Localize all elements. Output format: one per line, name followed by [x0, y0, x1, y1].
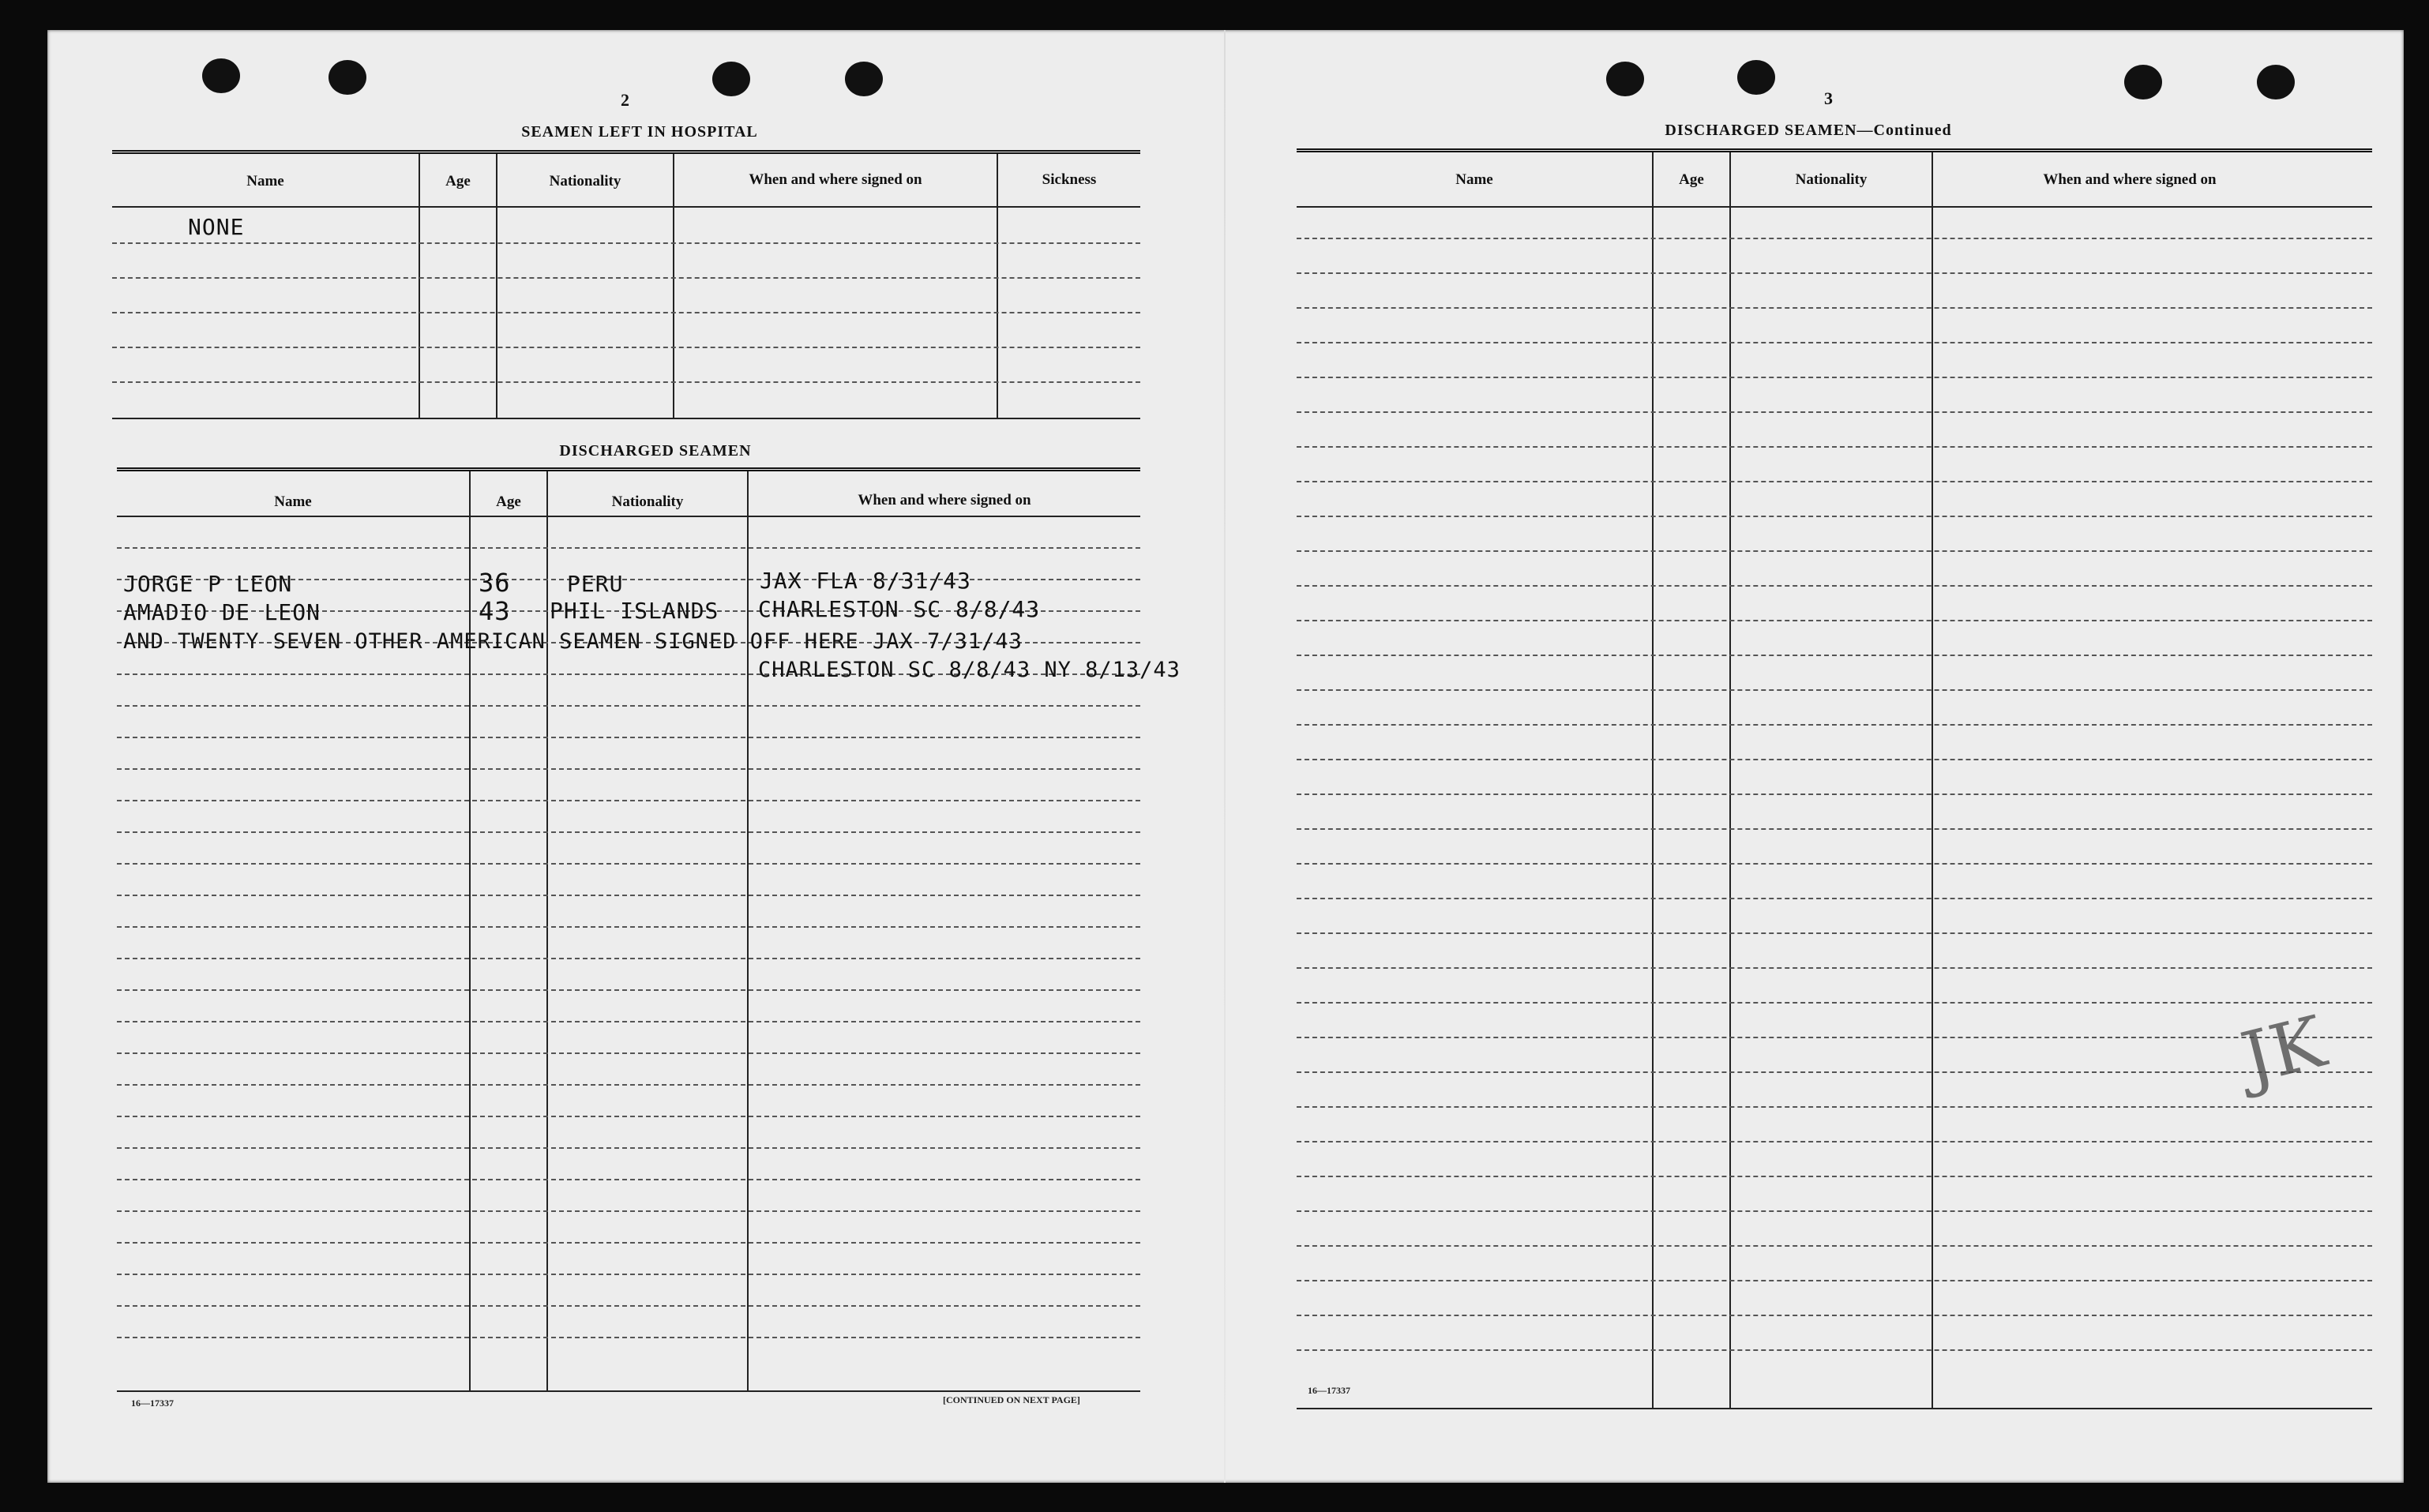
row-line [1297, 585, 2372, 587]
row-line [1297, 932, 2372, 934]
row-line [1297, 1002, 2372, 1004]
seaman-age: 36 [479, 568, 511, 598]
col-head-name: Name [246, 173, 284, 189]
row-line [1297, 307, 2372, 309]
row-line [1297, 1037, 2372, 1038]
col-head-nationality: Nationality [549, 173, 621, 189]
col-head-nationality: Nationality [1795, 171, 1868, 188]
row-line [1297, 655, 2372, 656]
row-line [1297, 446, 2372, 448]
row-line [117, 705, 1140, 707]
col-head-nationality: Nationality [611, 493, 684, 510]
seaman-nationality: PERU [567, 571, 624, 597]
punch-hole [2257, 65, 2295, 99]
page-number-left: 2 [621, 90, 629, 110]
row-line [1297, 550, 2372, 552]
col-head-age: Age [496, 493, 521, 510]
seaman-signed-on: CHARLESTON SC 8/8/43 [758, 596, 1041, 622]
column-divider [419, 154, 420, 419]
column-divider [997, 154, 998, 419]
page-number-right: 3 [1824, 88, 1833, 108]
table-bottom-line [112, 418, 1140, 419]
discharged-table [117, 467, 1181, 1392]
continued-note: [CONTINUED ON NEXT PAGE] [943, 1394, 1080, 1405]
punch-hole [712, 62, 750, 96]
row-line [117, 926, 1140, 928]
handwritten-initials: JK [2233, 1000, 2333, 1101]
row-line [112, 242, 1140, 244]
ledger-sheet [47, 30, 2404, 1483]
discharge-note-line-1: AND TWENTY SEVEN OTHER AMERICAN SEAMEN SIGNED OFF HERE JAX 7/31/43 [123, 629, 1023, 654]
col-head-sickness: Sickness [1042, 171, 1097, 188]
row-line [1297, 898, 2372, 899]
column-divider [673, 154, 674, 419]
row-line [1297, 1315, 2372, 1316]
row-line [1297, 794, 2372, 795]
row-line [112, 277, 1140, 279]
row-line [1297, 1210, 2372, 1212]
row-line [112, 381, 1140, 383]
page-fold [1224, 30, 1226, 1483]
row-line [1297, 863, 2372, 865]
row-line [117, 737, 1140, 738]
column-divider [747, 471, 749, 1392]
row-line [112, 312, 1140, 313]
seaman-nationality: PHIL ISLANDS [550, 598, 719, 624]
table-bottom-line [117, 1390, 1140, 1392]
col-head-name: Name [274, 493, 312, 510]
row-line [1297, 516, 2372, 517]
row-line [117, 989, 1140, 991]
row-line [1297, 689, 2372, 691]
punch-hole [328, 60, 366, 95]
table-bottom-line [1297, 1408, 2372, 1409]
row-line [117, 768, 1140, 770]
seaman-name: AMADIO DE LEON [123, 599, 321, 625]
row-line [1297, 1280, 2372, 1281]
hospital-entry: NONE [188, 214, 245, 240]
punch-hole [1737, 60, 1775, 95]
row-line [112, 347, 1140, 348]
row-line [1297, 1071, 2372, 1073]
punch-hole [202, 58, 240, 93]
row-line [117, 800, 1140, 801]
form-number-right: 16—17337 [1308, 1385, 1350, 1396]
punch-hole [2124, 65, 2162, 99]
row-line [117, 1337, 1140, 1338]
row-line [117, 958, 1140, 959]
row-line [1297, 1349, 2372, 1351]
row-line [117, 895, 1140, 896]
row-line [1297, 1176, 2372, 1177]
row-line [1297, 828, 2372, 830]
row-line [1297, 272, 2372, 274]
row-line [1297, 1141, 2372, 1142]
hospital-table [112, 150, 1140, 419]
row-line [1297, 724, 2372, 726]
row-line [117, 863, 1140, 865]
discharge-note-line-2: CHARLESTON SC 8/8/43 NY 8/13/43 [758, 658, 1181, 682]
punch-hole [845, 62, 883, 96]
column-divider [546, 471, 548, 1392]
row-line [117, 831, 1140, 833]
form-number-left: 16—17337 [131, 1398, 174, 1409]
row-line [117, 1021, 1140, 1022]
row-line [1297, 967, 2372, 969]
row-line [117, 1116, 1140, 1117]
row-line [117, 547, 1140, 549]
discharged-continued-table [1297, 148, 2372, 1409]
row-line [1297, 759, 2372, 760]
col-head-signed-on: When and where signed on [858, 492, 1031, 508]
col-head-name: Name [1455, 171, 1493, 188]
row-line [1297, 1106, 2372, 1108]
column-divider [496, 154, 497, 419]
column-divider [469, 471, 471, 1392]
row-line [1297, 620, 2372, 621]
hospital-title: SEAMEN LEFT IN HOSPITAL [521, 123, 758, 141]
row-line [117, 1242, 1140, 1244]
row-line [117, 1210, 1140, 1212]
discharged-title: DISCHARGED SEAMEN [559, 442, 752, 460]
row-line [117, 1305, 1140, 1307]
row-line [117, 1274, 1140, 1275]
row-line [1297, 238, 2372, 239]
row-line [117, 1147, 1140, 1149]
row-line [117, 1179, 1140, 1180]
seaman-signed-on: JAX FLA 8/31/43 [760, 568, 971, 594]
seaman-name: JORGE P LEON [123, 571, 293, 597]
col-head-signed-on: When and where signed on [2043, 171, 2217, 188]
discharged-continued-title: DISCHARGED SEAMEN—Continued [1665, 122, 1952, 139]
column-divider [1932, 152, 1933, 1409]
row-line [1297, 377, 2372, 378]
col-head-age: Age [1679, 171, 1704, 188]
column-divider [1652, 152, 1654, 1409]
punch-hole [1606, 62, 1644, 96]
row-line [117, 1052, 1140, 1054]
row-line [1297, 342, 2372, 343]
row-line [1297, 1245, 2372, 1247]
row-line [1297, 481, 2372, 482]
col-head-age: Age [445, 173, 471, 189]
col-head-signed-on: When and where signed on [749, 171, 922, 188]
seaman-age: 43 [479, 596, 511, 626]
row-line [117, 1084, 1140, 1086]
row-line [1297, 411, 2372, 413]
column-divider [1729, 152, 1731, 1409]
